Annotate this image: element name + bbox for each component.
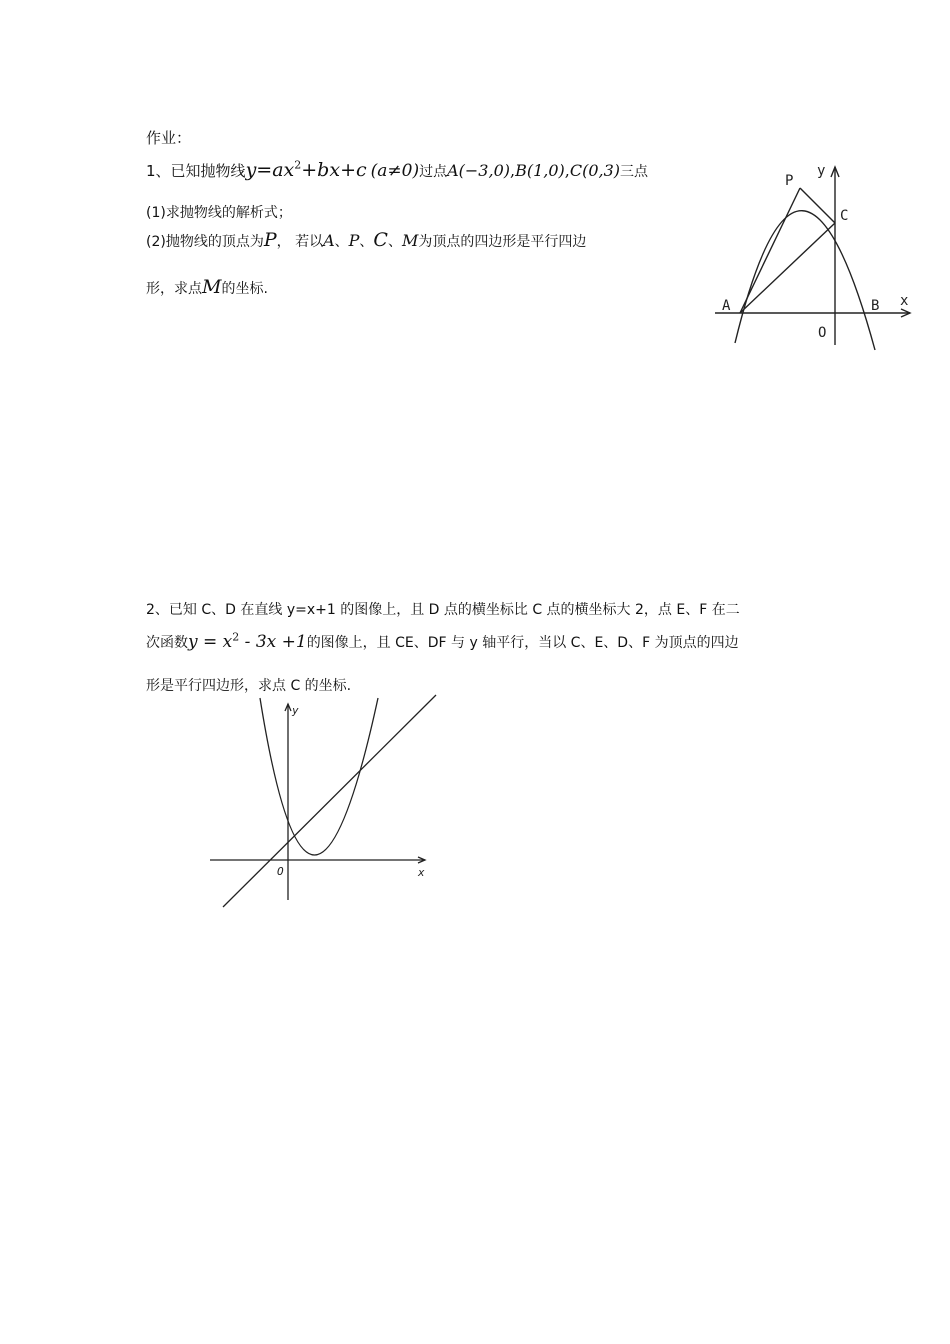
label-x: x xyxy=(900,293,909,309)
problem2-figure xyxy=(200,690,450,915)
quadratic-equation: $y = x^2 - 3x +1$ xyxy=(188,630,307,652)
figure2-parabola xyxy=(260,698,378,855)
label-A: A xyxy=(722,298,731,314)
label-B: B xyxy=(871,298,880,314)
segment-AC xyxy=(740,223,835,313)
line-y-equals-x-plus-1 xyxy=(223,695,436,907)
label-x: x xyxy=(418,866,425,879)
problem1-part1: (1)求抛物线的解析式； xyxy=(146,205,292,221)
problem1-part2-line2: 形，求点M的坐标. xyxy=(146,276,268,298)
segment-AP xyxy=(740,188,800,313)
problem2-line3: 形是平行四边形，求点 C 的坐标. xyxy=(146,678,352,694)
label-O: O xyxy=(818,325,827,341)
problem1-intro: 已知抛物线 xyxy=(170,162,246,180)
label-P: P xyxy=(785,173,794,189)
label-y: y xyxy=(817,163,826,179)
problem1-part2: (2)抛物线的顶点为P， 若以A、P、C、M为顶点的四边形是平行四边 xyxy=(146,229,587,251)
problem2-line2: 次函数$y = x^2 - 3x +1$的图像上，且 CE、DF 与 y 轴平行，当以 C、E、D、F 为顶点的四边 xyxy=(146,630,739,652)
label-y: y xyxy=(292,704,299,717)
homework-label: 作业： xyxy=(146,129,192,147)
label-C: C xyxy=(840,208,849,224)
problem1-figure xyxy=(705,155,920,355)
suffix-text: 三点 xyxy=(620,164,649,180)
passes-text: 过点 xyxy=(419,164,448,180)
parabola-equation: $y=ax^2+bx+c$ (a≠0) xyxy=(245,158,420,181)
given-points: A(−3,0),B(1,0),C(0,3) xyxy=(447,161,621,180)
problem2-line1: 2、已知 C、D 在直线 y=x+1 的图像上，且 D 点的横坐标比 C 点的横坐标大 2，点 E、F 在二 xyxy=(146,602,740,618)
problem1-number: 1、 xyxy=(146,162,171,180)
problem1-statement xyxy=(146,160,648,182)
label-O: O xyxy=(277,865,284,878)
